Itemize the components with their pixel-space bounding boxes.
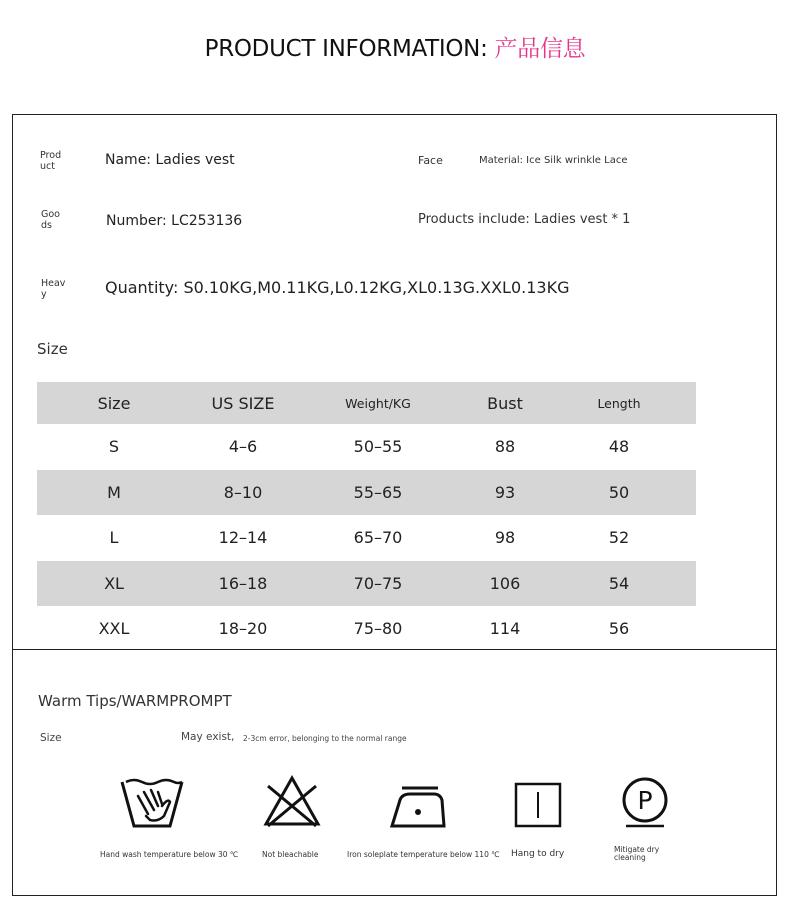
cell-weight: 65–70 [353, 528, 403, 548]
table-row [37, 424, 696, 470]
care-label-hang-dry: Hang to dry [511, 849, 565, 859]
header-size: Size [97, 393, 131, 413]
quantity-text: Quantity: S0.10KG,M0.11KG,L0.12KG,XL0.13G.XXL0.13KG [105, 278, 570, 297]
cell-size: XL [104, 573, 124, 593]
care-label-dry-cleaning: Mitigate dry cleaning [614, 845, 660, 862]
cell-length: 48 [608, 437, 630, 457]
header-weight: Weight/KG [345, 395, 411, 411]
cell-weight: 70–75 [353, 573, 403, 593]
header-us-size: US SIZE [211, 393, 275, 413]
title-english: PRODUCT INFORMATION: [204, 36, 495, 62]
table-row [37, 561, 696, 607]
cell-weight: 75–80 [353, 619, 403, 639]
hand-wash-icon [118, 776, 186, 832]
care-label-not-bleachable: Not bleachable [262, 850, 319, 859]
warm-tips-title: Warm Tips/WARMPROMPT [38, 692, 232, 710]
products-include: Products include: Ladies vest * 1 [418, 212, 631, 227]
svg-text:P: P [637, 786, 653, 815]
goods-number: Number: LC253136 [106, 213, 243, 229]
cell-size: L [109, 528, 119, 548]
cell-bust: 106 [489, 573, 521, 593]
page-title [0, 30, 790, 63]
heavy-label: Heav y [41, 278, 66, 300]
cell-length: 50 [608, 482, 630, 502]
cell-length: 54 [608, 573, 630, 593]
table-header-row [37, 382, 696, 424]
size-section-title: Size [37, 340, 68, 358]
cell-size: XXL [98, 619, 130, 639]
cell-size: S [108, 437, 120, 457]
cell-us-size: 8–10 [223, 482, 263, 502]
hang-to-dry-icon [513, 782, 563, 828]
care-label-iron: Iron soleplate temperature below 110 ℃ [347, 850, 500, 859]
tips-error-note: 2-3cm error, belonging to the normal range [243, 734, 407, 743]
table-row [37, 606, 696, 652]
product-name: Name: Ladies vest [105, 152, 235, 168]
cell-length: 52 [608, 528, 630, 548]
size-table [37, 382, 696, 652]
care-label-hand-wash: Hand wash temperature below 30 ℃ [100, 850, 239, 859]
cell-bust: 98 [494, 528, 516, 548]
cell-weight: 55–65 [353, 482, 403, 502]
goods-label: Goo ds [41, 209, 60, 231]
cell-us-size: 18–20 [218, 619, 268, 639]
face-label: Face [418, 154, 443, 167]
cell-us-size: 12–14 [218, 528, 268, 548]
cell-bust: 114 [489, 619, 521, 639]
cell-bust: 93 [494, 482, 516, 502]
cell-bust: 88 [494, 437, 516, 457]
table-row [37, 515, 696, 561]
mild-dry-cleaning-icon [618, 774, 672, 830]
header-bust: Bust [487, 393, 523, 413]
material-text: Material: Ice Silk wrinkle Lace [479, 155, 628, 166]
cell-size: M [107, 482, 121, 502]
title-chinese: 产品信息 [494, 36, 586, 62]
cell-weight: 50–55 [353, 437, 403, 457]
cell-length: 56 [608, 619, 630, 639]
table-row [37, 470, 696, 516]
cell-us-size: 16–18 [218, 573, 268, 593]
cell-us-size: 4–6 [228, 437, 258, 457]
tips-may-exist: May exist, [181, 731, 235, 743]
header-length: Length [597, 395, 641, 411]
iron-low-icon [388, 782, 448, 830]
not-bleachable-icon [262, 774, 322, 830]
product-label: Prod uct [40, 150, 62, 172]
tips-size-label: Size [40, 732, 62, 744]
